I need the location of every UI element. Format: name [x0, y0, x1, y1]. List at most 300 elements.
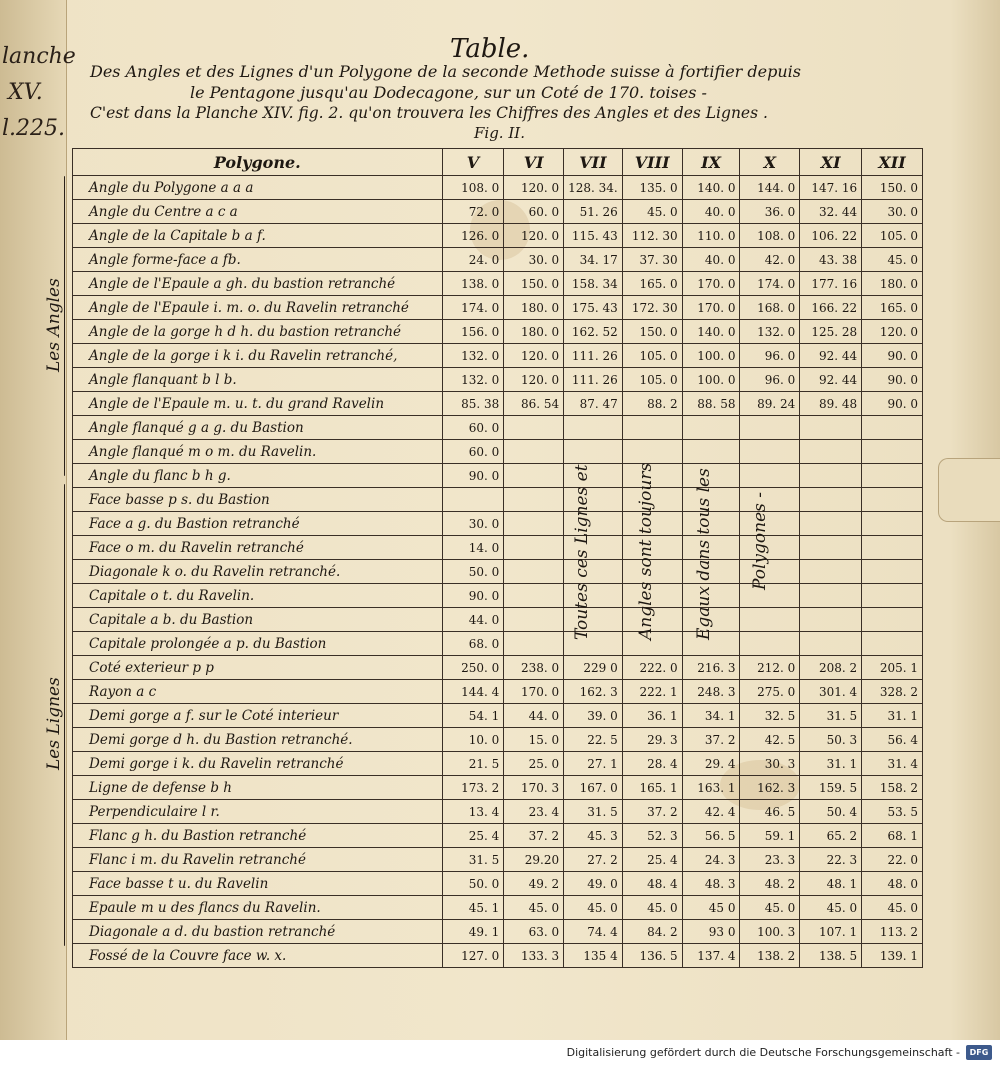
table-cell: 68. 0 [442, 632, 504, 656]
table-cell [622, 440, 682, 464]
table-cell [740, 608, 800, 632]
table-cell: 138. 2 [740, 944, 800, 968]
table-cell: 30. 0 [862, 200, 923, 224]
table-cell: 21. 5 [442, 752, 504, 776]
row-label: Rayon a c [73, 680, 443, 704]
table-cell: 100. 3 [740, 920, 800, 944]
table-cell: 328. 2 [862, 680, 923, 704]
table-row [73, 320, 923, 344]
table-cell: 84. 2 [622, 920, 682, 944]
table-cell: 166. 22 [800, 296, 862, 320]
table-cell: 42. 4 [682, 800, 740, 824]
table-cell: 105. 0 [862, 224, 923, 248]
table-cell: 34. 17 [564, 248, 623, 272]
table-cell: 90. 0 [862, 368, 923, 392]
table-cell: 158. 34 [564, 272, 623, 296]
note-line-2: Angles sont toujours [636, 462, 656, 640]
table-cell: 159. 5 [800, 776, 862, 800]
table-cell: 50. 4 [800, 800, 862, 824]
table-row [73, 896, 923, 920]
table-cell: 140. 0 [682, 320, 740, 344]
row-label: Angle de la Capitale b a f. [73, 224, 443, 248]
table-cell: 14. 0 [442, 536, 504, 560]
row-label: Demi gorge d h. du Bastion retranché. [73, 728, 443, 752]
row-label: Angle de l'Epaule m. u. t. du grand Ravelin [73, 392, 443, 416]
table-cell: 275. 0 [740, 680, 800, 704]
table-cell: 162. 52 [564, 320, 623, 344]
table-cell: 28. 4 [622, 752, 682, 776]
table-cell: 87. 47 [564, 392, 623, 416]
subtitle-line-1: Des Angles et des Lignes d'un Polygone de la seconde Methode suisse à fortifier depuis [90, 62, 801, 81]
dfg-logo-icon: DFG [966, 1045, 992, 1060]
table-cell [504, 560, 564, 584]
table-cell: 108. 0 [740, 224, 800, 248]
table-row [73, 416, 923, 440]
table-cell: 24. 0 [442, 248, 504, 272]
table-row [73, 368, 923, 392]
table-cell: 170. 3 [504, 776, 564, 800]
table-cell [862, 464, 923, 488]
table-cell [564, 416, 623, 440]
table-row [73, 752, 923, 776]
header-xi: XI [800, 149, 862, 176]
table-cell: 48. 1 [800, 872, 862, 896]
table-cell: 140. 0 [682, 176, 740, 200]
row-label: Demi gorge a f. sur le Coté interieur [73, 704, 443, 728]
table-cell: 31. 5 [800, 704, 862, 728]
row-label: Face o m. du Ravelin retranché [73, 536, 443, 560]
table-cell [800, 608, 862, 632]
table-cell: 31. 1 [800, 752, 862, 776]
table-cell: 165. 0 [622, 272, 682, 296]
table-cell: 50. 0 [442, 560, 504, 584]
table-cell [504, 536, 564, 560]
header-ix: IX [682, 149, 740, 176]
table-cell: 156. 0 [442, 320, 504, 344]
row-label: Angle du flanc b h g. [73, 464, 443, 488]
table-cell: 48. 4 [622, 872, 682, 896]
table-cell [442, 488, 504, 512]
table-cell: 170. 0 [504, 680, 564, 704]
table-cell: 163. 1 [682, 776, 740, 800]
table-cell: 29.20 [504, 848, 564, 872]
table-cell [800, 536, 862, 560]
table-cell: 301. 4 [800, 680, 862, 704]
table-cell: 25. 0 [504, 752, 564, 776]
table-cell: 174. 0 [740, 272, 800, 296]
table-cell: 13. 4 [442, 800, 504, 824]
table-cell: 30. 3 [740, 752, 800, 776]
table-cell [800, 512, 862, 536]
table-cell: 180. 0 [504, 296, 564, 320]
table-cell: 238. 0 [504, 656, 564, 680]
table-row [73, 920, 923, 944]
table-cell: 48. 3 [682, 872, 740, 896]
table-cell: 25. 4 [622, 848, 682, 872]
table-cell: 92. 44 [800, 368, 862, 392]
table-row [73, 272, 923, 296]
table-cell: 133. 3 [504, 944, 564, 968]
table-row [73, 728, 923, 752]
table-row [73, 512, 923, 536]
table-cell: 96. 0 [740, 368, 800, 392]
table-cell [740, 416, 800, 440]
table-cell: 120. 0 [504, 176, 564, 200]
footer-credit: Digitalisierung gefördert durch die Deutsche Forschungsgemeinschaft - [566, 1046, 960, 1059]
table-cell: 150. 0 [622, 320, 682, 344]
table-cell [682, 440, 740, 464]
table-body [73, 176, 923, 968]
page-title: Table. [450, 34, 530, 64]
table-row [73, 488, 923, 512]
table-cell [504, 488, 564, 512]
table-cell [862, 416, 923, 440]
row-label: Angle flanquant b l b. [73, 368, 443, 392]
table-cell [862, 632, 923, 656]
table-cell: 212. 0 [740, 656, 800, 680]
table-cell: 170. 0 [682, 296, 740, 320]
table-cell: 74. 4 [564, 920, 623, 944]
table-cell: 60. 0 [442, 416, 504, 440]
table-cell [800, 416, 862, 440]
table-cell: 120. 0 [504, 368, 564, 392]
table-cell: 45. 0 [740, 896, 800, 920]
table-cell: 40. 0 [682, 200, 740, 224]
row-label: Angle de la gorge i k i. du Ravelin retranché, [73, 344, 443, 368]
table-cell: 170. 0 [682, 272, 740, 296]
table-cell [504, 416, 564, 440]
table-cell: 216. 3 [682, 656, 740, 680]
table-cell: 96. 0 [740, 344, 800, 368]
table-cell [504, 608, 564, 632]
row-label: Perpendiculaire l r. [73, 800, 443, 824]
row-label: Face basse p s. du Bastion [73, 488, 443, 512]
row-label: Angle de l'Epaule i. m. o. du Ravelin retranché [73, 296, 443, 320]
table-cell [862, 512, 923, 536]
table-cell: 90. 0 [862, 392, 923, 416]
table-cell: 158. 2 [862, 776, 923, 800]
table-cell: 111. 26 [564, 368, 623, 392]
table-cell: 45. 3 [564, 824, 623, 848]
table-cell: 167. 0 [564, 776, 623, 800]
table-cell: 49. 1 [442, 920, 504, 944]
table-cell: 248. 3 [682, 680, 740, 704]
row-label: Ligne de defense b h [73, 776, 443, 800]
table-cell: 15. 0 [504, 728, 564, 752]
table-cell: 208. 2 [800, 656, 862, 680]
row-label: Face basse t u. du Ravelin [73, 872, 443, 896]
table-cell: 46. 5 [740, 800, 800, 824]
header-polygone: Polygone. [73, 149, 443, 176]
table-cell: 34. 1 [682, 704, 740, 728]
table-cell: 50. 0 [442, 872, 504, 896]
table-cell: 90. 0 [862, 344, 923, 368]
table-cell: 106. 22 [800, 224, 862, 248]
table-cell [800, 584, 862, 608]
table-cell: 165. 0 [862, 296, 923, 320]
subtitle-line-3: C'est dans la Planche XIV. fig. 2. qu'on trouvera les Chiffres des Angles et des Lignes . [90, 104, 768, 122]
table-cell [862, 488, 923, 512]
table-cell: 23. 4 [504, 800, 564, 824]
table-cell: 44. 0 [504, 704, 564, 728]
table-cell [800, 464, 862, 488]
table-cell [862, 584, 923, 608]
table-cell [564, 440, 623, 464]
table-cell: 63. 0 [504, 920, 564, 944]
table-cell: 37. 2 [682, 728, 740, 752]
table-cell: 222. 0 [622, 656, 682, 680]
table-row [73, 464, 923, 488]
header-vii: VII [564, 149, 623, 176]
row-label: Coté exterieur p p [73, 656, 443, 680]
table-cell: 29. 4 [682, 752, 740, 776]
row-label: Epaule m u des flancs du Ravelin. [73, 896, 443, 920]
row-label: Angle forme-face a fb. [73, 248, 443, 272]
table-row [73, 848, 923, 872]
table-row [73, 344, 923, 368]
table-cell [800, 488, 862, 512]
table-cell: 113. 2 [862, 920, 923, 944]
table-cell: 139. 1 [862, 944, 923, 968]
table-cell: 105. 0 [622, 368, 682, 392]
note-line-1: Toutes ces Lignes et [572, 464, 592, 640]
table-cell: 29. 3 [622, 728, 682, 752]
row-label: Diagonale a d. du bastion retranché [73, 920, 443, 944]
table-cell: 120. 0 [504, 344, 564, 368]
row-label: Angle de l'Epaule a gh. du bastion retranché [73, 272, 443, 296]
table-cell: 53. 5 [862, 800, 923, 824]
table-cell: 45 0 [682, 896, 740, 920]
table-cell: 37. 30 [622, 248, 682, 272]
row-label: Angle du Polygone a a a [73, 176, 443, 200]
table-row [73, 440, 923, 464]
table-cell: 144. 4 [442, 680, 504, 704]
table-cell: 136. 5 [622, 944, 682, 968]
angles-brace [64, 176, 65, 476]
table-cell [862, 440, 923, 464]
table-cell: 45. 0 [622, 200, 682, 224]
table-cell: 88. 2 [622, 392, 682, 416]
table-cell [740, 632, 800, 656]
table-cell: 135 4 [564, 944, 623, 968]
table-cell: 43. 38 [800, 248, 862, 272]
table-row [73, 800, 923, 824]
table-cell: 127. 0 [442, 944, 504, 968]
table-cell: 222. 1 [622, 680, 682, 704]
table-cell [740, 464, 800, 488]
table-cell: 44. 0 [442, 608, 504, 632]
table-cell [504, 440, 564, 464]
table-cell: 172. 30 [622, 296, 682, 320]
header-viii: VIII [622, 149, 682, 176]
footer-bar [0, 1040, 1000, 1067]
row-label: Angle flanqué g a g. du Bastion [73, 416, 443, 440]
row-label: Angle du Centre a c a [73, 200, 443, 224]
table-cell: 65. 2 [800, 824, 862, 848]
table-cell [504, 512, 564, 536]
table-cell: 72. 0 [442, 200, 504, 224]
margin-label-3: l.225. [2, 116, 66, 141]
row-label: Angle de la gorge h d h. du bastion retranché [73, 320, 443, 344]
table-cell: 128. 34. [564, 176, 623, 200]
table-row [73, 872, 923, 896]
table-cell: 86. 54 [504, 392, 564, 416]
table-cell: 27. 2 [564, 848, 623, 872]
table-cell: 229 0 [564, 656, 623, 680]
table-cell: 49. 2 [504, 872, 564, 896]
table-cell: 175. 43 [564, 296, 623, 320]
table-cell: 50. 3 [800, 728, 862, 752]
header-v: V [442, 149, 504, 176]
table-cell: 89. 48 [800, 392, 862, 416]
table-cell: 85. 38 [442, 392, 504, 416]
previous-page-edge [0, 0, 67, 1040]
table-cell: 120. 0 [862, 320, 923, 344]
note-line-3: Egaux dans tous les [694, 468, 714, 640]
table-cell: 135. 0 [622, 176, 682, 200]
table-cell: 126. 0 [442, 224, 504, 248]
table-cell [862, 608, 923, 632]
header-x: X [740, 149, 800, 176]
table-cell: 42. 5 [740, 728, 800, 752]
header-vi: VI [504, 149, 564, 176]
table-row [73, 584, 923, 608]
table-row [73, 536, 923, 560]
table-cell: 45. 0 [862, 248, 923, 272]
table-row [73, 632, 923, 656]
table-cell: 137. 4 [682, 944, 740, 968]
table-row [73, 200, 923, 224]
row-label: Fossé de la Couvre face w. x. [73, 944, 443, 968]
table-cell: 100. 0 [682, 368, 740, 392]
table-cell [622, 416, 682, 440]
table-cell [862, 536, 923, 560]
table-cell: 24. 3 [682, 848, 740, 872]
table-cell: 45. 0 [622, 896, 682, 920]
table-cell: 138. 5 [800, 944, 862, 968]
page-tab-flap [938, 458, 1000, 522]
table-cell: 68. 1 [862, 824, 923, 848]
table-cell: 168. 0 [740, 296, 800, 320]
table-cell: 120. 0 [504, 224, 564, 248]
table-cell: 115. 43 [564, 224, 623, 248]
table-row [73, 560, 923, 584]
note-line-4: Polygones - [750, 491, 770, 590]
table-cell: 22. 5 [564, 728, 623, 752]
table-cell: 56. 4 [862, 728, 923, 752]
margin-label-2: XV. [8, 80, 43, 105]
table-cell: 132. 0 [442, 344, 504, 368]
table-cell: 92. 44 [800, 344, 862, 368]
table-cell: 23. 3 [740, 848, 800, 872]
table-row [73, 944, 923, 968]
table-cell: 125. 28 [800, 320, 862, 344]
table-row [73, 248, 923, 272]
table-cell: 93 0 [682, 920, 740, 944]
table-row [73, 704, 923, 728]
table-cell: 162. 3 [564, 680, 623, 704]
table-cell: 132. 0 [442, 368, 504, 392]
lines-brace [64, 484, 65, 946]
table-cell: 37. 2 [504, 824, 564, 848]
table-cell: 49. 0 [564, 872, 623, 896]
table-cell: 250. 0 [442, 656, 504, 680]
table-cell: 132. 0 [740, 320, 800, 344]
table-cell: 30. 0 [442, 512, 504, 536]
table-cell: 205. 1 [862, 656, 923, 680]
table-cell: 147. 16 [800, 176, 862, 200]
table-cell: 107. 1 [800, 920, 862, 944]
table-cell: 31. 1 [862, 704, 923, 728]
table-cell [504, 464, 564, 488]
table-cell: 45. 1 [442, 896, 504, 920]
row-label: Flanc i m. du Ravelin retranché [73, 848, 443, 872]
table-cell [862, 560, 923, 584]
table-row [73, 296, 923, 320]
table-cell: 22. 3 [800, 848, 862, 872]
table-cell: 45. 0 [504, 896, 564, 920]
table-row [73, 776, 923, 800]
header-xii: XII [862, 149, 923, 176]
table-cell: 10. 0 [442, 728, 504, 752]
table-cell: 60. 0 [504, 200, 564, 224]
table-cell: 54. 1 [442, 704, 504, 728]
figure-label: Fig. II. [474, 124, 525, 142]
table-cell: 138. 0 [442, 272, 504, 296]
table-cell: 177. 16 [800, 272, 862, 296]
table-cell: 162. 3 [740, 776, 800, 800]
table-cell: 31. 5 [442, 848, 504, 872]
table-cell [800, 560, 862, 584]
row-label: Capitale a b. du Bastion [73, 608, 443, 632]
table-cell: 37. 2 [622, 800, 682, 824]
table-cell: 42. 0 [740, 248, 800, 272]
table-cell: 39. 0 [564, 704, 623, 728]
table-cell: 36. 1 [622, 704, 682, 728]
row-label: Angle flanqué m o m. du Ravelin. [73, 440, 443, 464]
table-cell: 52. 3 [622, 824, 682, 848]
table-cell: 90. 0 [442, 584, 504, 608]
table-cell: 144. 0 [740, 176, 800, 200]
table-cell: 27. 1 [564, 752, 623, 776]
table-cell [682, 416, 740, 440]
table-cell: 22. 0 [862, 848, 923, 872]
table-cell [504, 584, 564, 608]
table-cell: 174. 0 [442, 296, 504, 320]
row-label: Capitale o t. du Ravelin. [73, 584, 443, 608]
table-cell: 48. 0 [862, 872, 923, 896]
table-cell: 100. 0 [682, 344, 740, 368]
polygon-table [72, 148, 923, 968]
table-cell: 150. 0 [862, 176, 923, 200]
table-cell: 110. 0 [682, 224, 740, 248]
table-cell: 51. 26 [564, 200, 623, 224]
table-cell: 40. 0 [682, 248, 740, 272]
table-cell: 60. 0 [442, 440, 504, 464]
table-cell: 56. 5 [682, 824, 740, 848]
table-cell: 32. 5 [740, 704, 800, 728]
table-cell: 173. 2 [442, 776, 504, 800]
table-cell: 45. 0 [800, 896, 862, 920]
table-cell: 89. 24 [740, 392, 800, 416]
table-cell: 36. 0 [740, 200, 800, 224]
table-cell: 31. 5 [564, 800, 623, 824]
table-cell: 105. 0 [622, 344, 682, 368]
table-row [73, 824, 923, 848]
table-cell: 31. 4 [862, 752, 923, 776]
row-label: Face a g. du Bastion retranché [73, 512, 443, 536]
table-cell: 150. 0 [504, 272, 564, 296]
